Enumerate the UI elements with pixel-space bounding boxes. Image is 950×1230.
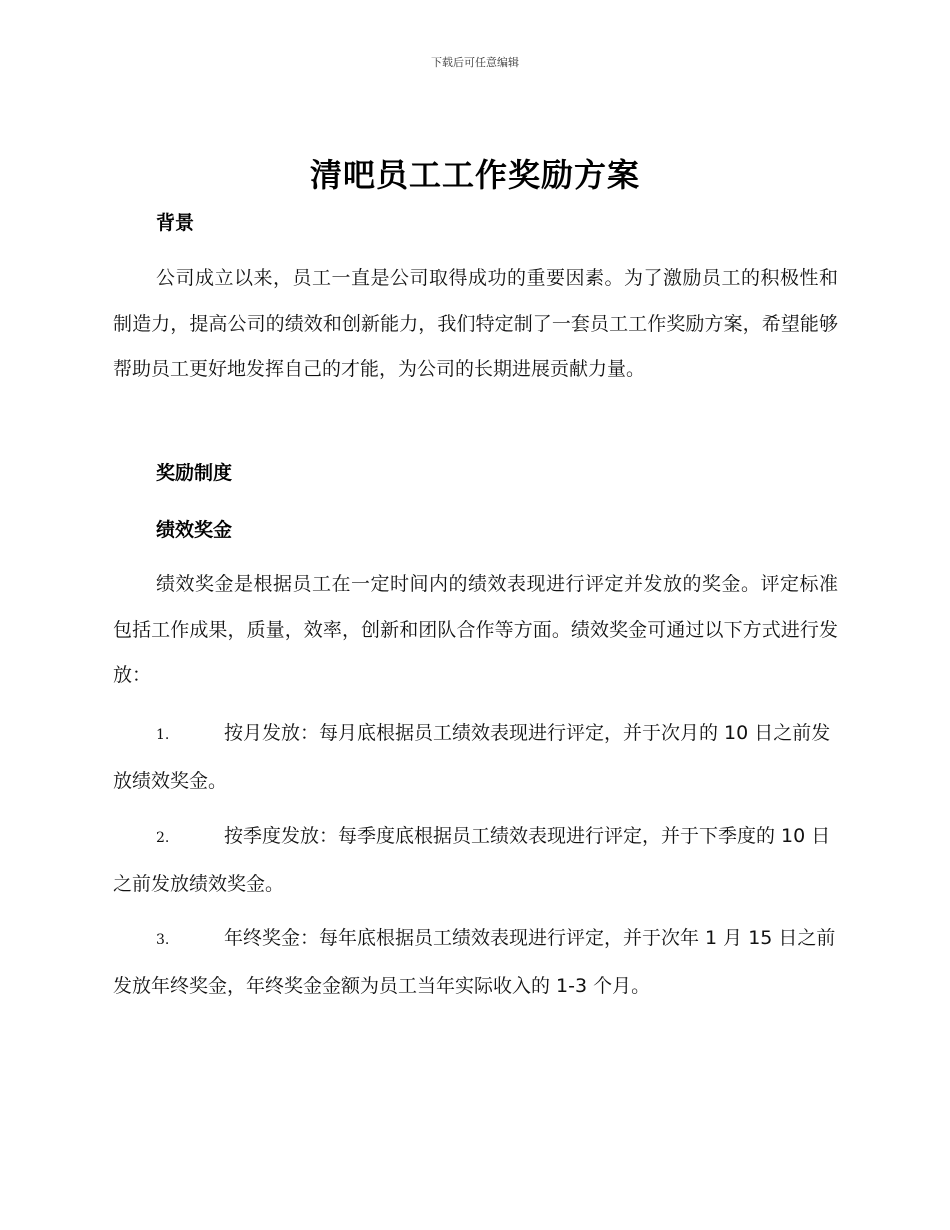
list-item-text: 按季度发放：每季度底根据员工绩效表现进行评定，并于下季度的 10 日之前发放绩效奖金。 bbox=[113, 825, 831, 895]
list-item-number: 2. bbox=[156, 830, 170, 846]
section-heading-reward-system: 奖励制度 bbox=[156, 462, 233, 484]
list-item bbox=[113, 915, 838, 1009]
background-paragraph: 公司成立以来，员工一直是公司取得成功的重要因素。为了激励员工的积极性和制造力，提高公司的绩效和创新能力，我们特定制了一套员工工作奖励方案，希望能够帮助员工更好地发挥自己的才能，为公司的长期进展贡献力量。 bbox=[113, 267, 838, 380]
section-heading-performance-bonus: 绩效奖金 bbox=[156, 519, 233, 541]
performance-bonus-paragraph: 绩效奖金是根据员工在一定时间内的绩效表现进行评定并发放的奖金。评定标准包括工作成果，质量，效率，创新和团队合作等方面。绩效奖金可通过以下方式进行发放： bbox=[113, 573, 838, 686]
list-item-number: 1. bbox=[156, 727, 170, 743]
list-item-text: 年终奖金：每年底根据员工绩效表现进行评定，并于次年 1 月 15 日之前发放年终奖金，年终奖金金额为员工当年实际收入的 1-3 个月。 bbox=[113, 927, 836, 997]
page-header-note: 下载后可任意编辑 bbox=[431, 56, 519, 69]
section-heading-background: 背景 bbox=[156, 212, 195, 234]
document-title: 清吧员工工作奖励方案 bbox=[309, 156, 640, 194]
list-item-number: 3. bbox=[156, 932, 170, 948]
list-item bbox=[113, 813, 838, 907]
list-item-text: 按月发放：每月底根据员工绩效表现进行评定，并于次月的 10 日之前发放绩效奖金。 bbox=[113, 722, 831, 792]
list-item bbox=[113, 710, 838, 804]
